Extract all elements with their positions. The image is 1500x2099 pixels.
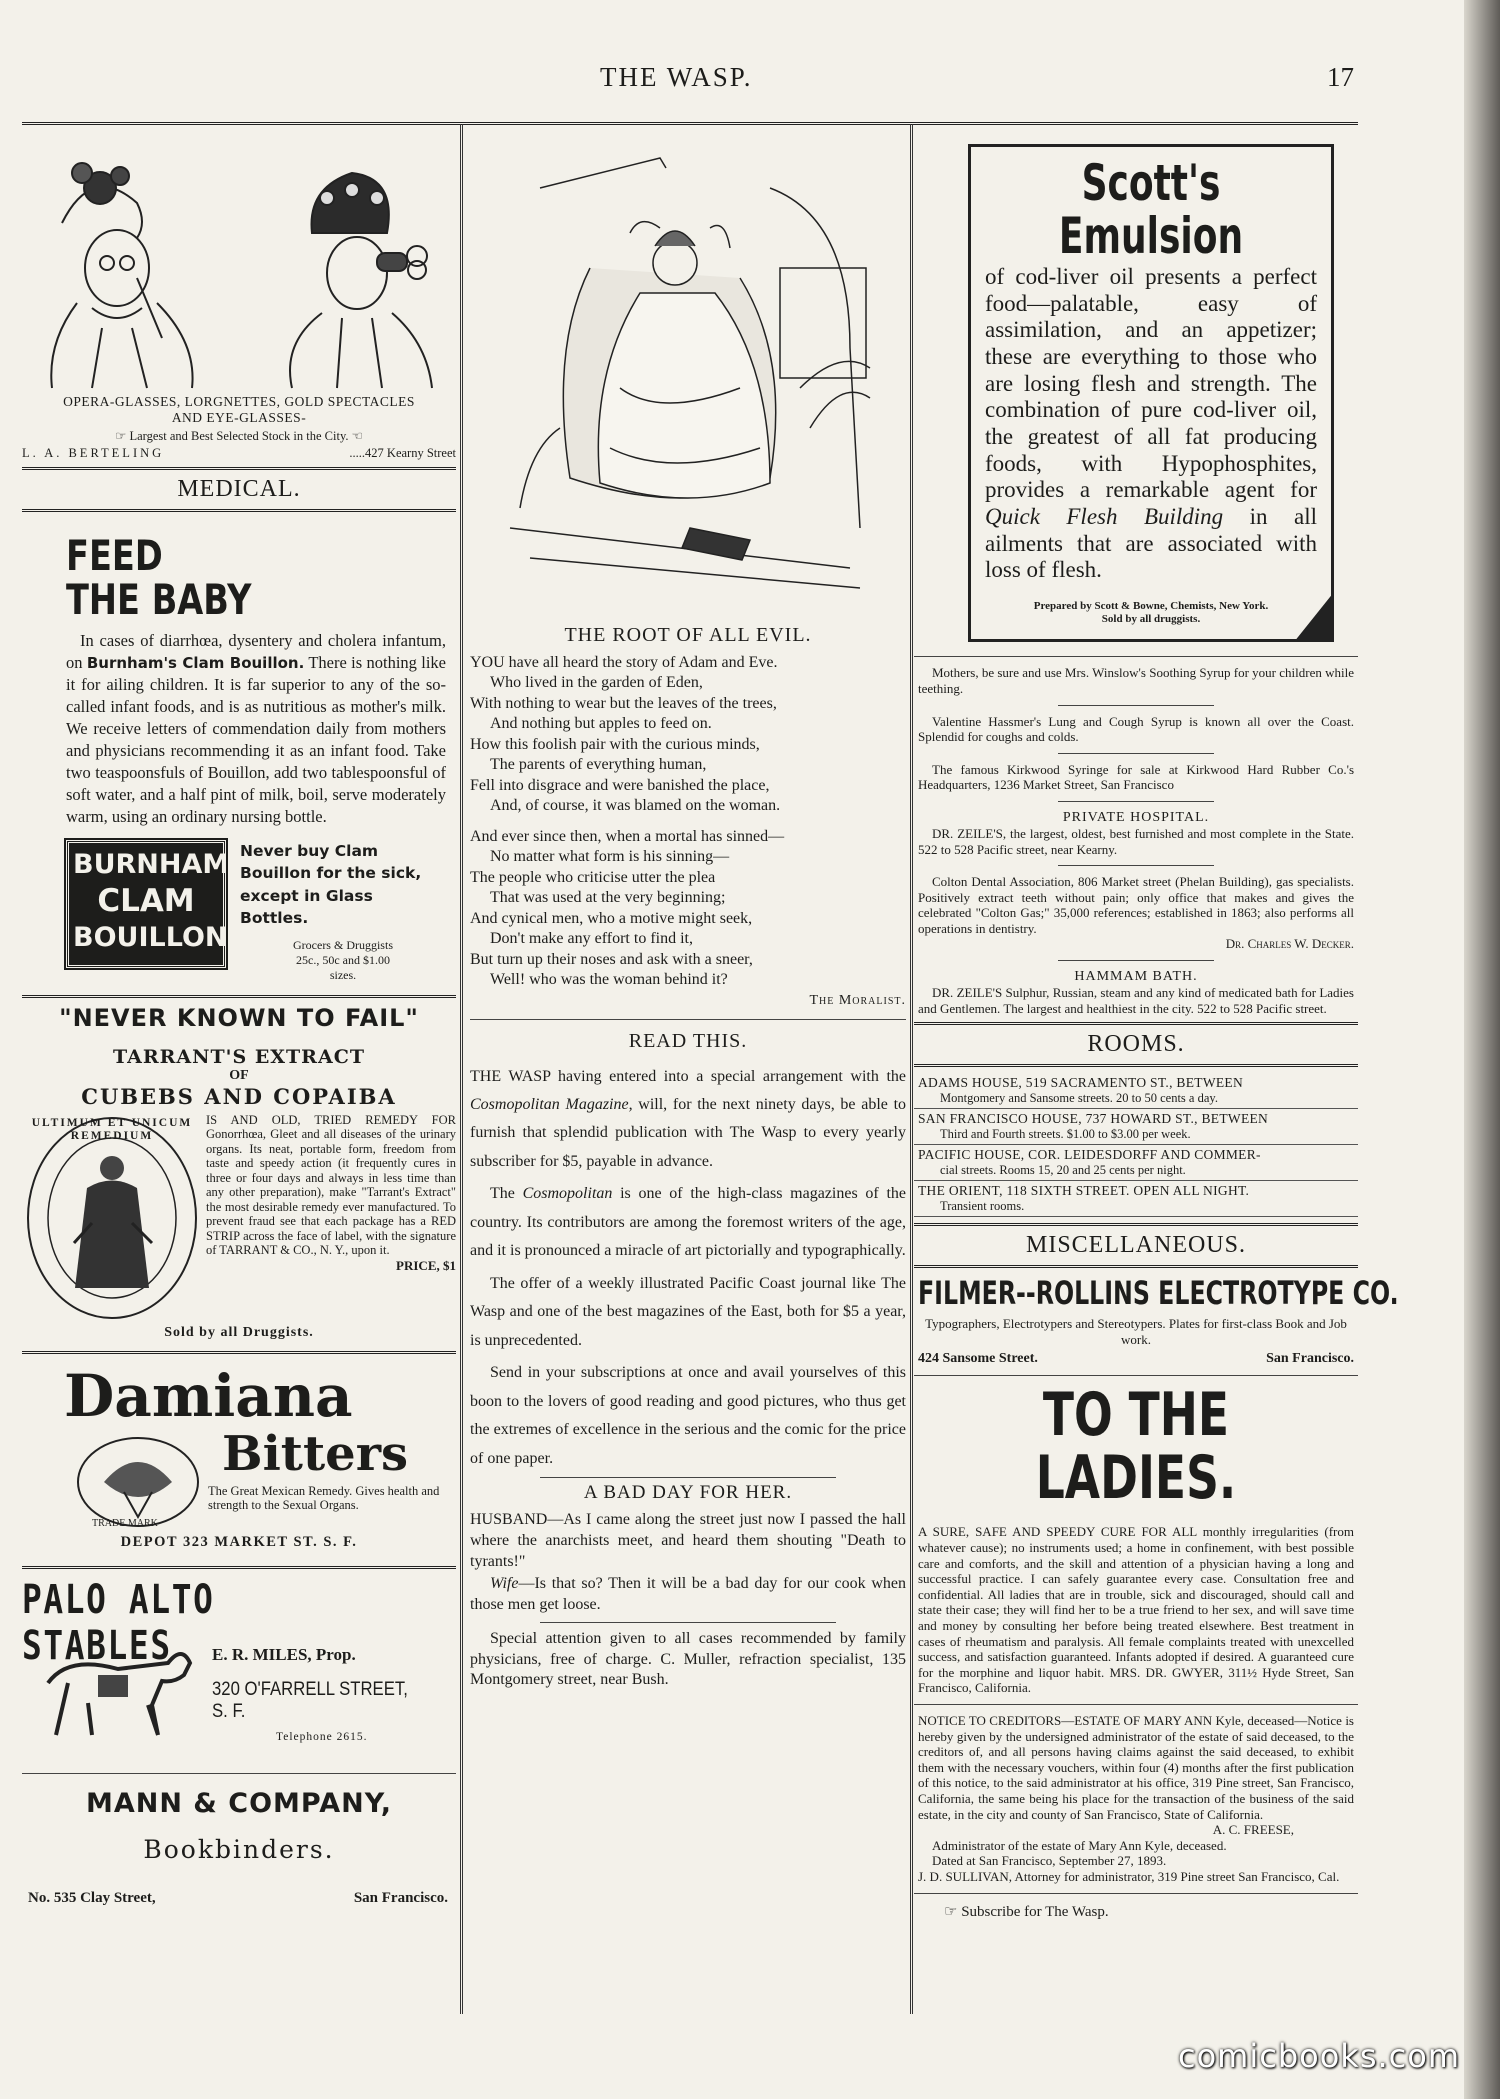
hammam-title: HAMMAM BATH.	[1074, 969, 1198, 985]
filmer-address-row	[914, 1351, 1358, 1367]
divider	[914, 1064, 1358, 1067]
slogan: "NEVER KNOWN TO FAIL"	[59, 1003, 419, 1032]
header-rule	[22, 122, 1358, 125]
divider	[1058, 801, 1214, 802]
medical-heading: MEDICAL.	[177, 476, 301, 502]
tarrant-seal	[22, 1113, 202, 1323]
column-middle	[470, 128, 906, 1690]
column-right	[914, 128, 1399, 1921]
poem-line: No matter what form is his sinning—	[490, 848, 730, 866]
filmer-desc: Typographers, Electrotypers and Stereotypers. Plates for first-class Book and Job work.	[925, 1316, 1347, 1347]
pointing-hand-icon: ☜	[348, 429, 363, 443]
divider	[22, 1773, 456, 1774]
read-this-title: READ THIS.	[628, 1029, 748, 1052]
baby-heading: THE BABY	[66, 575, 252, 625]
read-para-1: THE WASP having entered into a special arrangement with the Cosmopolitan Magazine, will, for the next ninety days, be able to furnish that splendid publication with The Wasp to every yearly subscriber for $5, payable in advance.	[470, 1067, 907, 1170]
room-listing-detail: cial streets. Rooms 15, 20 and 25 cents per night.	[940, 1163, 1186, 1178]
read-para-2: The Cosmopolitan is one of the high-class magazines of the country. Its contributors are among the foremost writers of the age, and it is pronounced a miracle of art pictorially and typographically.	[470, 1185, 907, 1260]
scotts-emulsion-ad	[968, 144, 1334, 642]
mann-trade: Bookbinders.	[143, 1834, 335, 1864]
poem-line: And nothing but apples to feed on.	[490, 715, 712, 733]
divider	[914, 1265, 1358, 1268]
brand-name: Burnham's Clam Bouillon.	[86, 654, 305, 673]
ladies-with-glasses-illustration	[22, 128, 456, 390]
logo-line-3: BOUILLON.	[73, 922, 238, 954]
poem-line: The parents of everything human,	[490, 756, 707, 774]
feed-the-baby-ad	[22, 518, 456, 983]
divider	[22, 509, 456, 512]
creditors-sig: A. C. FREESE,	[1212, 1822, 1294, 1838]
pointing-hand-icon: ☞	[115, 429, 130, 443]
divider	[914, 1375, 1358, 1376]
mann-city: San Francisco.	[353, 1889, 448, 1906]
tarrant-text	[202, 1113, 456, 1323]
bad-day-husband: HUSBAND—As I came along the street just now I passed the hall where the anarchists meet, and heard them shouting "Death to tyrants!"	[470, 1511, 906, 1570]
logo-line-2: CLAM	[97, 883, 195, 920]
divider	[1058, 753, 1214, 754]
room-listing	[914, 1181, 1358, 1217]
poem-line: Don't make any effort to find it,	[490, 930, 693, 948]
optician-name-row	[22, 446, 456, 461]
divider	[914, 1704, 1358, 1705]
bad-day-wife: Wife—Is that so? Then it will be a bad day for our cook when those men get loose.	[470, 1575, 906, 1614]
hammam-body: DR. ZEILE'S Sulphur, Russian, steam and any kind of medicated bath for Ladies and Gentlemen. The largest and healthiest in the city. 522 to 528 Pacific street.	[918, 985, 1354, 1016]
grocers-text: Grocers & Druggists	[293, 937, 393, 952]
sold-by-druggists: Sold by all Druggists.	[164, 1324, 314, 1340]
subscribe-text: Subscribe for The Wasp.	[961, 1903, 1109, 1920]
feed-heading: FEED	[66, 531, 163, 580]
pointing-hand-icon: ☞	[944, 1903, 962, 1920]
poem-line: The people who criticise utter the plea	[470, 868, 716, 886]
optician-name: L. A. BERTELING	[22, 446, 165, 460]
bitters-name: Bitters	[222, 1425, 408, 1482]
woman-in-armchair-illustration	[470, 128, 906, 616]
notice-hassmer: Valentine Hassmer's Lung and Cough Syrup is known all over the Coast. Splendid for coughs and colds.	[918, 713, 1354, 745]
damiana-name: Damiana	[64, 1361, 353, 1430]
divider	[22, 467, 456, 470]
room-listing-detail: Montgomery and Sansome streets. 20 to 50 cents a day.	[940, 1091, 1218, 1106]
read-this-article	[470, 1030, 906, 1474]
creditors-body: NOTICE TO CREDITORS—ESTATE OF MARY ANN Kyle, deceased—Notice is hereby given by the undersigned administrator of the estate of said deceased, to the creditors of, and all persons having claims against the said deceased, to exhibit them with the necessary vouchers, within four (4) months after the first publication of this notice, to the said administrator at his office, 319 Pine street, San Francisco, California, the same being his place for the transaction of the business of the said estate, in the city and county of San Francisco, State of California.	[918, 1712, 1354, 1822]
hospital-title: PRIVATE HOSPITAL.	[1062, 809, 1210, 825]
filmer-name: FILMER--ROLLINS ELECTROTYPE CO.	[918, 1274, 1399, 1313]
divider	[1058, 960, 1214, 961]
palo-alto-prop: E. R. MILES, Prop.	[212, 1644, 356, 1664]
prices-text: 25c., 50c and $1.00	[296, 952, 390, 967]
poem-line: Who lived in the garden of Eden,	[490, 674, 703, 692]
damiana-tagline: The Great Mexican Remedy. Gives health and strength to the Sexual Organs.	[208, 1483, 440, 1512]
divider	[22, 1566, 456, 1569]
burnham-side	[226, 840, 446, 983]
divider	[540, 1477, 836, 1478]
rooms-list	[914, 1073, 1358, 1217]
ladies-title: TO THE LADIES.	[1035, 1380, 1237, 1514]
room-listing-title: ADAMS HOUSE, 519 SACRAMENTO ST., BETWEEN	[918, 1075, 1244, 1091]
notices	[914, 665, 1358, 1016]
colton-body: Colton Dental Association, 806 Market street (Phelan Building), gas specialists. Positively extract teeth without pain; only office that makes and gives the celebrated "Colton Gas;" 35,000 references; established in 1863; also performs all operations in dentistry.	[918, 874, 1354, 936]
colton-sig: Dr. Charles W. Decker.	[1225, 936, 1354, 952]
trademark-text: TRADE MARK	[92, 1517, 158, 1529]
divider	[22, 995, 456, 998]
column-rule-2	[910, 124, 913, 2014]
read-para-3: The offer of a weekly illustrated Pacific Coast journal like The Wasp and one of the best magazines of the East, both for $5 a year, is unprecedented.	[470, 1274, 906, 1349]
horse-icon	[28, 1643, 208, 1739]
divider	[914, 1022, 1358, 1025]
poem-line: And ever since then, when a mortal has sinned—	[470, 827, 785, 845]
tarrant-ad	[22, 1004, 456, 1341]
poem-line: That was used at the very beginning;	[490, 889, 726, 907]
poem-line: With nothing to wear but the leaves of the trees,	[470, 694, 777, 712]
optician-line-3	[22, 428, 456, 444]
room-listing-title: THE ORIENT, 118 SIXTH STREET. OPEN ALL NIGHT.	[918, 1183, 1250, 1199]
divider	[914, 656, 1358, 657]
tarrant-body-row	[22, 1113, 456, 1323]
column-rule-1	[460, 124, 463, 2014]
feed-bottom	[66, 840, 446, 983]
palo-alto-ad	[22, 1575, 456, 1765]
feed-body: In cases of diarrhœa, dysentery and cholera infantum, on Burnham's Clam Bouillon. There is nothing like it for ailing children. It is far superior to any of the so-called infant foods, and is as nutritious as mother's milk. We receive letters of commendation daily from mothers and physicians recommending it as an infant food. Take two teaspoonsfuls of Bouillon, add two tablespoonsful of soft water, and a half pint of milk, boil, serve moderately warm, using an ordinary nursing bottle.	[66, 631, 447, 826]
palo-alto-telephone: Telephone 2615.	[276, 1730, 368, 1743]
room-listing-detail: Third and Fourth streets. $1.00 to $3.00 per week.	[940, 1127, 1191, 1142]
divider	[1058, 705, 1214, 706]
seal-text: ULTIMUM ET UNICUM REMEDIUM	[31, 1116, 193, 1143]
tarrant-title-3: CUBEBS AND COPAIBA	[81, 1083, 397, 1109]
optician-stock-text: Largest and Best Selected Stock in the City.	[129, 429, 349, 443]
ladies-body: A SURE, SAFE AND SPEEDY CURE FOR ALL monthly irregularities (from whatever cause); no instruments used; a home in confinement, with best possible care and comforts, and the skill and attention of a physician having a long and successful practice. I can safely guarantee every case. Consultation free and confidential. All ladies that are in trouble, sick and discouraged, should call and state their case; they will find her to be a true friend to her sex, and will save time and money by consulting her before being treated elsewhere. Best treatment in cases of rheumatism and paralysis. All female complaints treated with unexcelled success, and satisfaction guaranteed. Infants adopted if desired. A guaranteed cure for the morphine and liquor habit. MRS. DR. GWYER, 311½ Hyde Street, San Francisco, California.	[918, 1524, 1354, 1696]
logo-line-1: BURNHAM'S	[73, 848, 257, 880]
hospital-body: DR. ZEILE'S, the largest, oldest, best furnished and most complete in the State. 522 to 528 Pacific street, near Kearny.	[918, 825, 1354, 857]
watermark: comicbooks.com	[1177, 2037, 1460, 2075]
notice-kirkwood: The famous Kirkwood Syringe for sale at Kirkwood Hard Rubber Co.'s Headquarters, 1236 Market Street, San Francisco	[918, 761, 1354, 793]
read-para-4: Send in your subscriptions at once and avail yourselves of this boon to the lovers of good reading and good pictures, who thus get the extremes of excellence in the serious and the comic for the price of one paper.	[470, 1364, 906, 1467]
room-listing	[914, 1145, 1358, 1181]
rooms-heading: ROOMS.	[1087, 1031, 1185, 1058]
poem-root-of-all-evil	[470, 624, 906, 1009]
room-listing-title: SAN FRANCISCO HOUSE, 737 HOWARD ST., BETWEEN	[918, 1111, 1269, 1127]
page-header	[0, 62, 1420, 102]
scott-body: of cod-liver oil presents a perfect food—palatable, easy of assimilation, and an appetizer; these are everything to those who are losing flesh and strength. The combination of pure cod-liver oil, the greatest of all fat producing foods, with Hypophosphites, provides a remarkable agent for Quick Flesh Building in all ailments that are associated with loss of flesh.	[985, 264, 1317, 583]
mann-ad	[22, 1788, 456, 1907]
bad-day-article	[470, 1482, 906, 1616]
mann-name: MANN & COMPANY,	[85, 1787, 393, 1819]
sizes-text: sizes.	[329, 967, 357, 982]
palo-alto-street: 320 O'FARRELL STREET, S. F.	[212, 1678, 408, 1722]
room-listing-detail: Transient rooms.	[940, 1199, 1025, 1214]
poem-lines	[470, 653, 906, 991]
to-the-ladies-ad	[914, 1380, 1358, 1696]
mann-address-row	[22, 1890, 456, 1907]
divider	[1058, 865, 1214, 866]
poem-line: Well! who was the woman behind it?	[490, 971, 728, 989]
corner-ornament	[1294, 592, 1334, 642]
miscellaneous-heading: MISCELLANEOUS.	[1025, 1232, 1246, 1259]
scott-title: Scott's Emulsion	[1058, 154, 1244, 265]
poem-line: And, of course, it was blamed on the woman.	[490, 797, 781, 815]
poem-author: The Moralist.	[809, 992, 906, 1008]
creditors-dated: Dated at San Francisco, September 27, 1893.	[932, 1853, 1167, 1869]
optician-address: .....427 Kearny Street	[349, 446, 456, 460]
mann-address: No. 535 Clay Street,	[28, 1889, 156, 1906]
poem-title: THE ROOT OF ALL EVIL.	[564, 624, 812, 646]
poem-line: How this foolish pair with the curious minds,	[470, 735, 760, 753]
divider	[22, 1351, 456, 1354]
page-number: 17	[1327, 62, 1354, 92]
optician-line-1: OPERA-GLASSES, LORGNETTES, GOLD SPECTACLES	[63, 394, 415, 409]
filmer-rollins-ad	[914, 1274, 1399, 1367]
damiana-depot: DEPOT 323 MARKET ST. S. F.	[120, 1533, 358, 1550]
palo-alto-name: PALO ALTO STABLES	[22, 1576, 215, 1669]
creditors-attorney: J. D. SULLIVAN, Attorney for administrator, 319 Pine street San Francisco, Cal.	[918, 1868, 1340, 1884]
scott-foot: Prepared by Scott & Bowne, Chemists, New York. Sold by all druggists.	[1033, 600, 1269, 625]
divider	[914, 1893, 1358, 1894]
never-buy-text: Never buy Clam Bouillon for the sick, except in Glass Bottles.	[240, 841, 422, 928]
poem-line: But turn up their noses and ask with a sneer,	[470, 950, 753, 968]
column-left	[22, 128, 456, 1907]
damiana-ad	[22, 1360, 456, 1560]
optician-ad	[22, 128, 456, 461]
tarrant-title-2: OF	[229, 1067, 249, 1083]
poem-line: And cynical men, who a motive might seek,	[470, 909, 753, 927]
masthead-title: THE WASP.	[600, 62, 753, 92]
creditors-admin: Administrator of the estate of Mary Ann Kyle, deceased.	[932, 1837, 1227, 1853]
tarrant-body: IS AND OLD, TRIED REMEDY FOR Gonorrhœa, Gleet and all diseases of the urinary organs. Its neat, portable form, freedom from taste and speedy action (it frequently cures in three or four days and always in less time than any other preparation), make "Tarrant's Extract" the most desirable remedy ever manufactured. To prevent fraud see that each package has a RED STRIP across the face of label, with the signature of TARRANT & CO., N. Y., upon it.	[206, 1112, 456, 1257]
notice-winslow: Mothers, be sure and use Mrs. Winslow's Soothing Syrup for your children while teething.	[918, 665, 1354, 696]
room-listing	[914, 1073, 1358, 1109]
bad-day-title: A BAD DAY FOR HER.	[583, 1482, 793, 1504]
page-edge	[1464, 0, 1500, 2099]
tarrant-title-1: TARRANT'S EXTRACT	[113, 1045, 365, 1068]
tarrant-price: PRICE, $1	[396, 1257, 456, 1273]
filmer-address: 424 Sansome Street.	[918, 1351, 1038, 1367]
poem-line: Fell into disgrace and were banished the place,	[470, 776, 770, 794]
notice-to-creditors	[914, 1713, 1358, 1885]
subscribe-notice	[914, 1902, 1358, 1921]
room-listing-title: PACIFIC HOUSE, COR. LEIDESDORFF AND COMMER-	[918, 1147, 1261, 1163]
optician-line-2: AND EYE-GLASSES-	[171, 410, 307, 425]
poem-line: YOU have all heard the story of Adam and Eve.	[470, 654, 778, 671]
filmer-city: San Francisco.	[1266, 1351, 1354, 1367]
room-listing	[914, 1109, 1358, 1145]
divider	[540, 1622, 836, 1623]
eagle-trademark-icon	[74, 1432, 202, 1530]
muller-notice: Special attention given to all cases recommended by family physicians, free of charge. C. Muller, refraction specialist, 135 Montgomery street, near Bush.	[470, 1630, 906, 1688]
burnham-logo	[66, 840, 257, 968]
divider	[914, 1223, 1358, 1226]
divider	[470, 1019, 906, 1020]
